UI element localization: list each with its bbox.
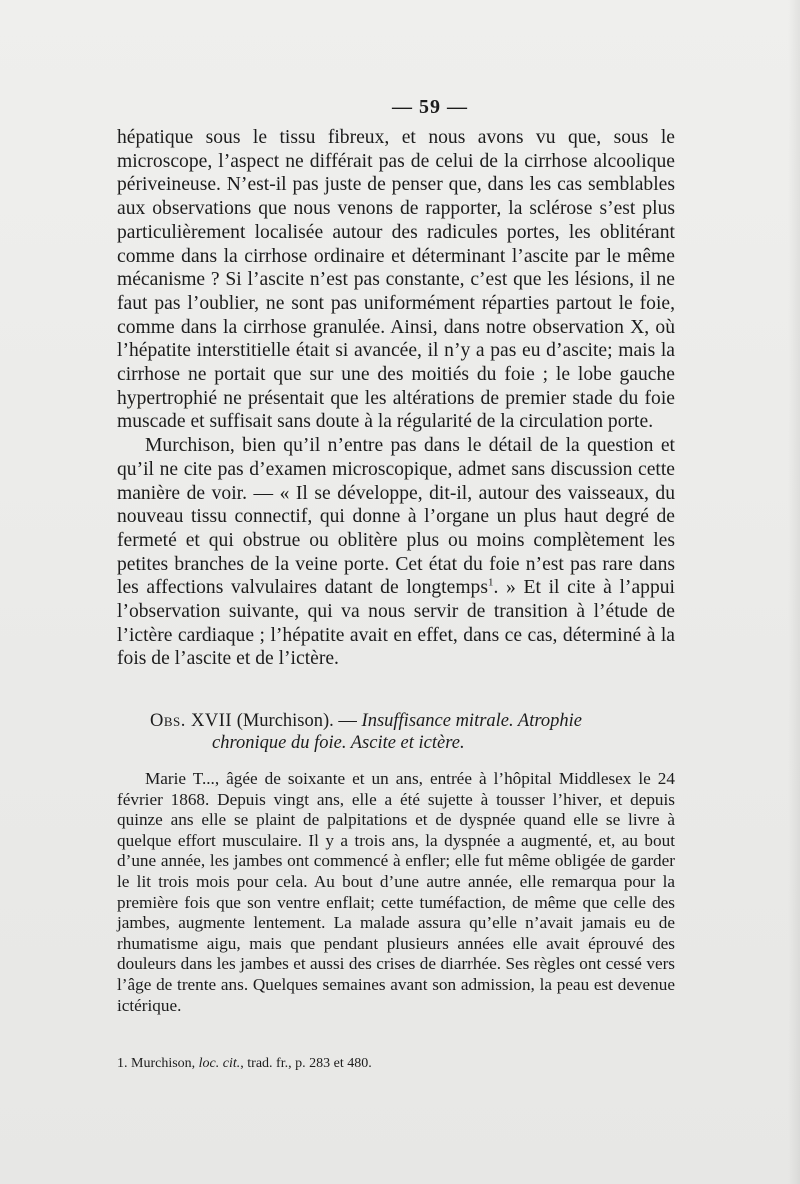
paragraph-1: hépatique sous le tissu fibreux, et nous avons vu que, sous le microscope, l’aspect ne différait pas de celui de la cirrhose alcoolique périveineuse. N’est-il pas juste de penser que, dans les cas semblables aux observations que nous venons de rapporter, la sclérose s’est plus particulièrement localisée autour des radicules portes, les oblitérant comme dans la cirrhose ordinaire et déterminant l’ascite par le même mécanisme ? Si l’ascite n’est pas constante, c’est que les lésions, il ne faut pas l’oublier, ne sont pas uniformément réparties partout le foie, comme dans la cirrhose granulée. Ainsi, dans notre observation X, où l’hépatite interstitielle était si avancée, il n’y a pas eu d’ascite; mais la cirrhose ne portait que sur une des moitiés du foie ; le lobe gauche hypertrophié ne présentait que les altérations de premier stade du foie muscade et suffisait sans doute à la régularité de la circulation porte. bbox=[117, 127, 675, 433]
main-text bbox=[117, 126, 675, 671]
observation-label: Obs. XVII bbox=[150, 711, 233, 731]
footnote-ref: loc. cit. bbox=[198, 1056, 241, 1071]
paragraph-2-part-b: . » Et il cite à l’appui l’observation suivante, qui va nous servir de transition à l’étude de l’ictère cardiaque ; l’hépatite avait en effet, dans ce cas, déterminé à la fois de l’ascite et de l’ictère. bbox=[117, 577, 675, 670]
case-paragraph: Marie T..., âgée de soixante et un ans, entrée à l’hôpital Middlesex le 24 février 1868. Depuis vingt ans, elle a été sujette à tousser l’hiver, et depuis quinze ans elle se plaint de palpitations et de dyspnée quand elle se livre à quelque effort musculaire. Il y a trois ans, la dyspnée a augmenté, et, au bout d’une année, les jambes ont commencé à enfler; elle fut même obligée de garder le lit trois mois pour cela. Au bout d’une autre année, elle remarqua pour la première fois que son ventre enflait; cette tuméfaction, de même que celle des jambes, augmente lentement. La malade assura qu’elle n’avait jamais eu de rhumatisme aigu, mais que pendant plusieurs années elle avait éprouvé des douleurs dans les jambes et aussi des crises de diarrhée. Ses règles ont cessé vers l’âge de trente ans. Quelques semaines avant son admission, la peau est devenue ictérique. bbox=[117, 769, 675, 1015]
observation-heading bbox=[150, 710, 670, 754]
footnote bbox=[117, 1055, 675, 1073]
page-number: — 59 — bbox=[392, 96, 468, 118]
footnote-rest: , trad. fr., p. 283 et 480. bbox=[240, 1056, 372, 1071]
observation-title-line-1: Insuffisance mitrale. Atrophie bbox=[361, 711, 582, 731]
observation-dash: — bbox=[338, 711, 357, 731]
case-report bbox=[117, 769, 675, 1016]
footnote-reference: 1 bbox=[487, 576, 494, 589]
footnote-marker: 1. Murchison, bbox=[117, 1056, 196, 1071]
paragraph-2-part-a: Murchison, bien qu’il n’entre pas dans le détail de la question et qu’il ne cite pas d’examen microscopique, admet sans discussion cette manière de voir. — « Il se développe, dit-il, autour des vaisseaux, du nouveau tissu connectif, qui donne à l’organe un plus haut degré de fermeté et qui obstrue ou oblitère plus ou moins complètement les petites branches de la veine porte. Cet état du foie n’est pas rare dans les affections valvulaires datant de longtemps bbox=[117, 435, 675, 599]
observation-author: (Murchison). bbox=[236, 711, 334, 731]
paragraph-2 bbox=[117, 434, 675, 671]
page-edge-shadow bbox=[788, 0, 800, 1184]
observation-title-line-2: chronique du foie. Ascite et ictère. bbox=[212, 733, 465, 753]
